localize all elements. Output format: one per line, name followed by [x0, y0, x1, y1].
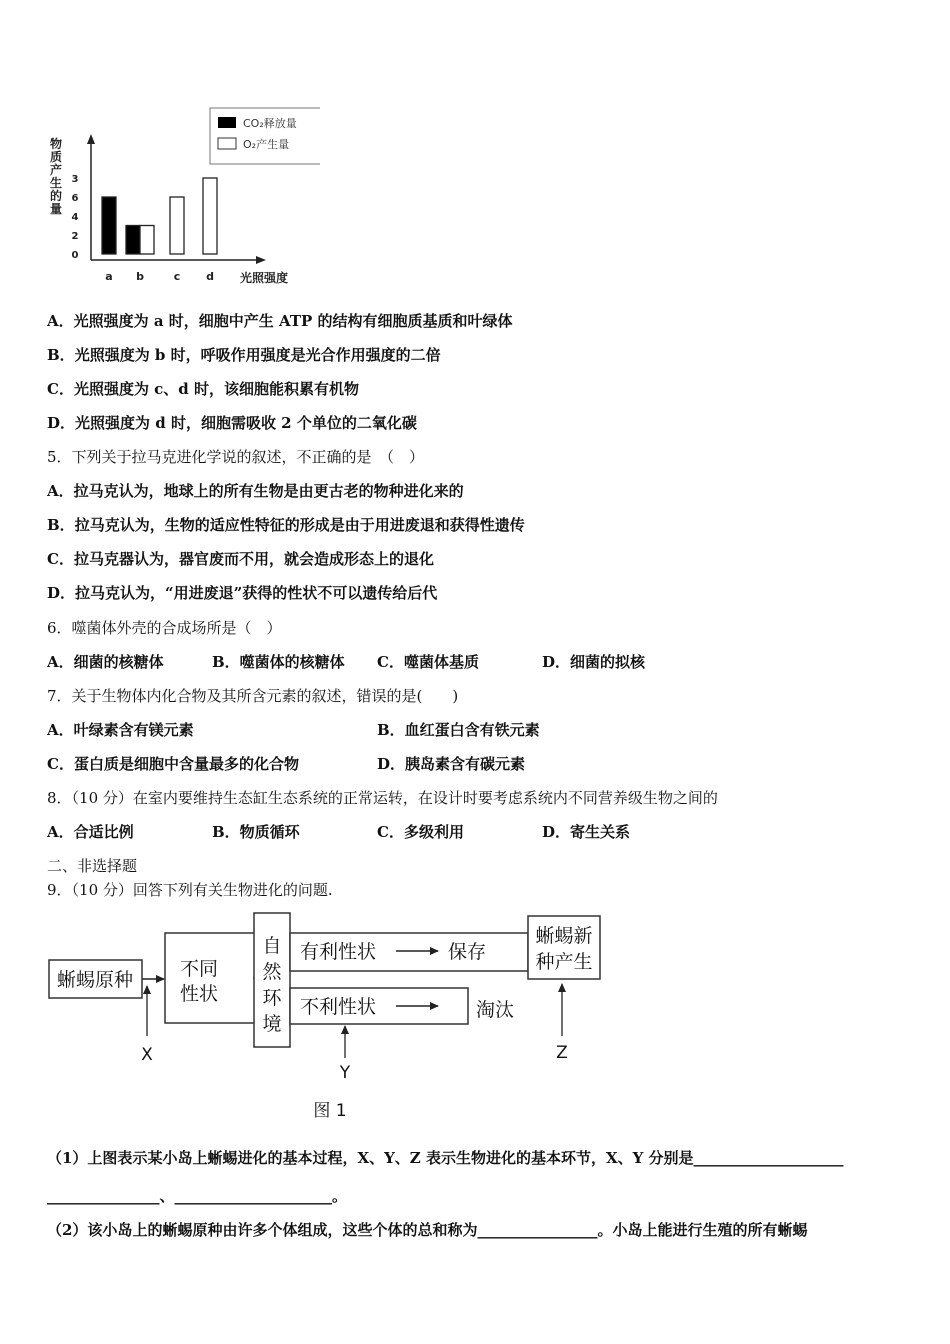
- y-ticks: [72, 174, 79, 261]
- keep-label: 保存: [448, 941, 487, 963]
- q8-stem: 8．（10 分）在室内要维持生态缸生态系统的正常运转，在设计时要考虑系统内不同营养级生物之间的: [47, 789, 718, 807]
- y-tick-label: 6: [71, 193, 79, 204]
- bar-c-o2: [170, 197, 184, 254]
- q4-option-b: B．光照强度为 b 时，呼吸作用强度是光合作用强度的二倍: [47, 346, 441, 364]
- q7-option-b: B．血红蛋白含有铁元素: [377, 721, 540, 739]
- bar-d-o2: [203, 178, 217, 254]
- new-species-label-2: 种产生: [535, 951, 593, 973]
- traits-label-1: 不同: [180, 958, 219, 980]
- q9-stem: 9．（10 分）回答下列有关生物进化的问题.: [47, 881, 333, 899]
- x-axis-arrow: [256, 256, 266, 264]
- y-tick-label: 0: [71, 250, 79, 261]
- legend-label-co2: CO₂释放量: [243, 117, 297, 130]
- bars: [102, 178, 217, 254]
- q9-sub2: （2）该小岛上的蜥蜴原种由许多个体组成，这些个体的总和称为________________。小岛上能进行生殖的所有蜥蜴: [47, 1221, 808, 1239]
- q9-sub1: （1）上图表示某小岛上蜥蜴进化的基本过程，X、Y、Z 表示生物进化的基本环节，X、Y 分别是____________________: [47, 1149, 844, 1167]
- evolution-diagram: [40, 908, 620, 1123]
- x-tick-label: b: [136, 270, 144, 283]
- env-char-3: 环: [262, 987, 282, 1009]
- q8-option-a: A．合适比例: [47, 823, 134, 841]
- q9-sub1-continued: _______________、_____________________。: [47, 1187, 348, 1205]
- q5-option-b: B．拉马克认为，生物的适应性特征的形成是由于用进废退和获得性遗传: [47, 516, 525, 534]
- q5-option-d: D．拉马克认为，“用进废退”获得的性状不可以遗传给后代: [47, 584, 438, 602]
- q6-option-b: B．噬菌体的核糖体: [212, 653, 345, 671]
- z-label: Z: [556, 1043, 568, 1063]
- q6-option-d: D．细菌的拟核: [542, 653, 646, 671]
- y-axis-label-char: 物: [49, 137, 63, 151]
- y-axis-label-char: 产: [49, 163, 63, 177]
- y-tick-label: 4: [71, 212, 79, 223]
- bar-b-o2: [140, 226, 154, 255]
- q4-option-c: C．光照强度为 c、d 时，该细胞能积累有机物: [47, 380, 360, 398]
- q5-stem: 5．下列关于拉马克进化学说的叙述，不正确的是 （ ）: [47, 448, 425, 466]
- favorable-label: 有利性状: [300, 941, 377, 963]
- legend-swatch-co2: [218, 117, 236, 128]
- x-ticks: [105, 270, 214, 283]
- q7-stem: 7．关于生物体内化合物及其所含元素的叙述，错误的是( ): [47, 687, 459, 705]
- legend-label-o2: O₂产生量: [243, 138, 290, 151]
- x-tick-label: a: [105, 270, 113, 283]
- env-char-1: 自: [262, 935, 282, 957]
- q7-option-d: D．胰岛素含有碳元素: [377, 755, 526, 773]
- section-title: 二、非选择题: [47, 857, 138, 875]
- y-tick-label: 3: [71, 174, 79, 185]
- new-species-label-1: 蜥蜴新: [535, 925, 593, 947]
- q4-option-a: A．光照强度为 a 时，细胞中产生 ATP 的结构有细胞质基质和叶绿体: [47, 312, 513, 330]
- y-tick-label: 2: [71, 231, 79, 242]
- y-axis-label-char: 质: [49, 150, 63, 164]
- q7-option-a: A．叶绿素含有镁元素: [47, 721, 194, 739]
- x-label: X: [141, 1045, 153, 1065]
- eliminate-label: 淘汰: [476, 999, 515, 1021]
- y-axis-label-char: 生: [49, 176, 63, 190]
- bar-a-co2: [102, 197, 116, 254]
- y-axis-label-char: 量: [49, 202, 63, 216]
- traits-label-2: 性状: [180, 983, 219, 1005]
- q8-option-d: D．寄生关系: [542, 823, 631, 841]
- q6-option-c: C．噬菌体基质: [377, 653, 479, 671]
- x-tick-label: c: [173, 270, 181, 283]
- y-label: Y: [339, 1063, 351, 1083]
- q8-option-b: B．物质循环: [212, 823, 300, 841]
- y-axis-label-char: 的: [49, 189, 63, 203]
- bar-b-co2: [126, 226, 140, 255]
- env-char-4: 境: [262, 1013, 282, 1035]
- x-tick-label: d: [206, 270, 214, 283]
- bar-chart: [40, 100, 320, 295]
- y-axis-arrow: [87, 134, 95, 144]
- x-axis-label: 光照强度: [240, 271, 289, 285]
- y-axis-label: [50, 136, 62, 216]
- q6-option-a: A．细菌的核糖体: [47, 653, 164, 671]
- figure-caption: 图 1: [313, 1101, 347, 1121]
- q5-option-a: A．拉马克认为，地球上的所有生物是由更古老的物种进化来的: [47, 482, 464, 500]
- legend-swatch-o2: [218, 138, 236, 149]
- q5-option-c: C．拉马克器认为，器官废而不用，就会造成形态上的退化: [47, 550, 434, 568]
- unfavorable-label: 不利性状: [300, 996, 377, 1018]
- origin-label: 蜥蜴原种: [56, 969, 134, 991]
- q8-option-c: C．多级利用: [377, 823, 464, 841]
- q7-option-c: C．蛋白质是细胞中含量最多的化合物: [47, 755, 299, 773]
- env-char-2: 然: [262, 961, 282, 983]
- q6-stem: 6．噬菌体外壳的合成场所是（ ）: [47, 619, 282, 637]
- q4-option-d: D．光照强度为 d 时，细胞需吸收 2 个单位的二氧化碳: [47, 414, 417, 432]
